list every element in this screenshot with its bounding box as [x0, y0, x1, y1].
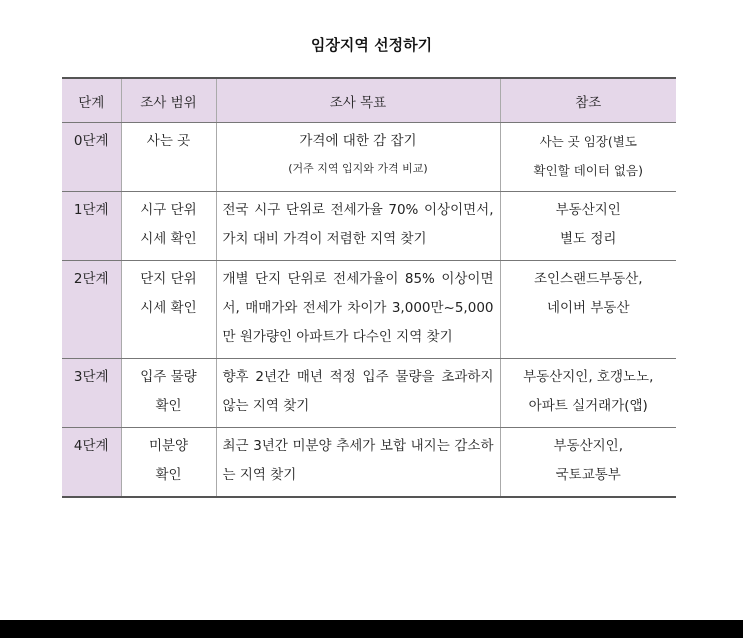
scope-cell — [121, 359, 216, 428]
header-scope: 조사 범위 — [121, 78, 216, 123]
goal-text: 가격에 대한 감 잡기 — [299, 133, 417, 149]
header-reference: 참조 — [500, 78, 676, 123]
reference-line: 사는 곳 임장(별도 — [539, 134, 637, 149]
scope-line: 미분양 — [148, 438, 189, 454]
reference-cell — [500, 123, 676, 192]
stage-cell: 0단계 — [62, 123, 121, 192]
reference-line: 부동산지인 — [555, 202, 621, 218]
reference-cell — [500, 261, 676, 359]
reference-line: 네이버 부동산 — [546, 300, 630, 316]
table-row — [62, 261, 676, 359]
table-row — [62, 428, 676, 498]
goal-cell: 향후 2년간 매년 적정 입주 물량을 초과하지 않는 지역 찾기 — [216, 359, 500, 428]
scope-cell — [121, 261, 216, 359]
stage-cell: 3단계 — [62, 359, 121, 428]
scope-line: 단지 단위 — [140, 271, 197, 287]
scope-line: 확인 — [155, 398, 182, 414]
table-row — [62, 359, 676, 428]
reference-line: 아파트 실거래가(앱) — [528, 398, 648, 414]
goal-cell: 전국 시구 단위로 전세가율 70% 이상이면서, 가치 대비 가격이 저렴한 지역 찾기 — [216, 192, 500, 261]
goal-cell: 개별 단지 단위로 전세가율이 85% 이상이면서, 매매가와 전세가 차이가 3,000만~5,000만 원가량인 아파트가 다수인 지역 찾기 — [216, 261, 500, 359]
reference-line: 조인스랜드부동산, — [533, 271, 643, 287]
table-row — [62, 192, 676, 261]
header-row — [62, 78, 676, 123]
header-stage: 단계 — [62, 78, 121, 123]
stage-cell: 2단계 — [62, 261, 121, 359]
reference-line: 부동산지인, 호갱노노, — [523, 369, 654, 385]
scope-cell — [121, 192, 216, 261]
reference-cell — [500, 359, 676, 428]
reference-line: 별도 정리 — [560, 231, 617, 247]
reference-line: 국토교통부 — [555, 467, 621, 483]
scope-cell — [121, 123, 216, 192]
reference-cell — [500, 428, 676, 498]
stage-cell: 4단계 — [62, 428, 121, 498]
scope-line: 시세 확인 — [140, 300, 197, 316]
table-row — [62, 123, 676, 192]
selection-table — [62, 77, 676, 498]
goal-subtext: (거주 지역 입지와 가격 비교) — [288, 162, 428, 175]
stage-cell: 1단계 — [62, 192, 121, 261]
goal-cell — [216, 123, 500, 192]
reference-line: 확인할 데이터 없음) — [533, 163, 643, 178]
goal-cell: 최근 3년간 미분양 추세가 보합 내지는 감소하는 지역 찾기 — [216, 428, 500, 498]
scope-line: 시구 단위 — [140, 202, 197, 218]
scope-cell — [121, 428, 216, 498]
bottom-black-bar — [0, 620, 743, 638]
header-goal: 조사 목표 — [216, 78, 500, 123]
table-title: 임장지역 선정하기 — [310, 36, 433, 54]
reference-cell — [500, 192, 676, 261]
scope-line: 입주 물량 — [140, 369, 197, 385]
scope-line: 사는 곳 — [146, 133, 191, 149]
reference-line: 부동산지인, — [553, 438, 623, 454]
scope-line: 확인 — [155, 467, 182, 483]
scope-line: 시세 확인 — [140, 231, 197, 247]
